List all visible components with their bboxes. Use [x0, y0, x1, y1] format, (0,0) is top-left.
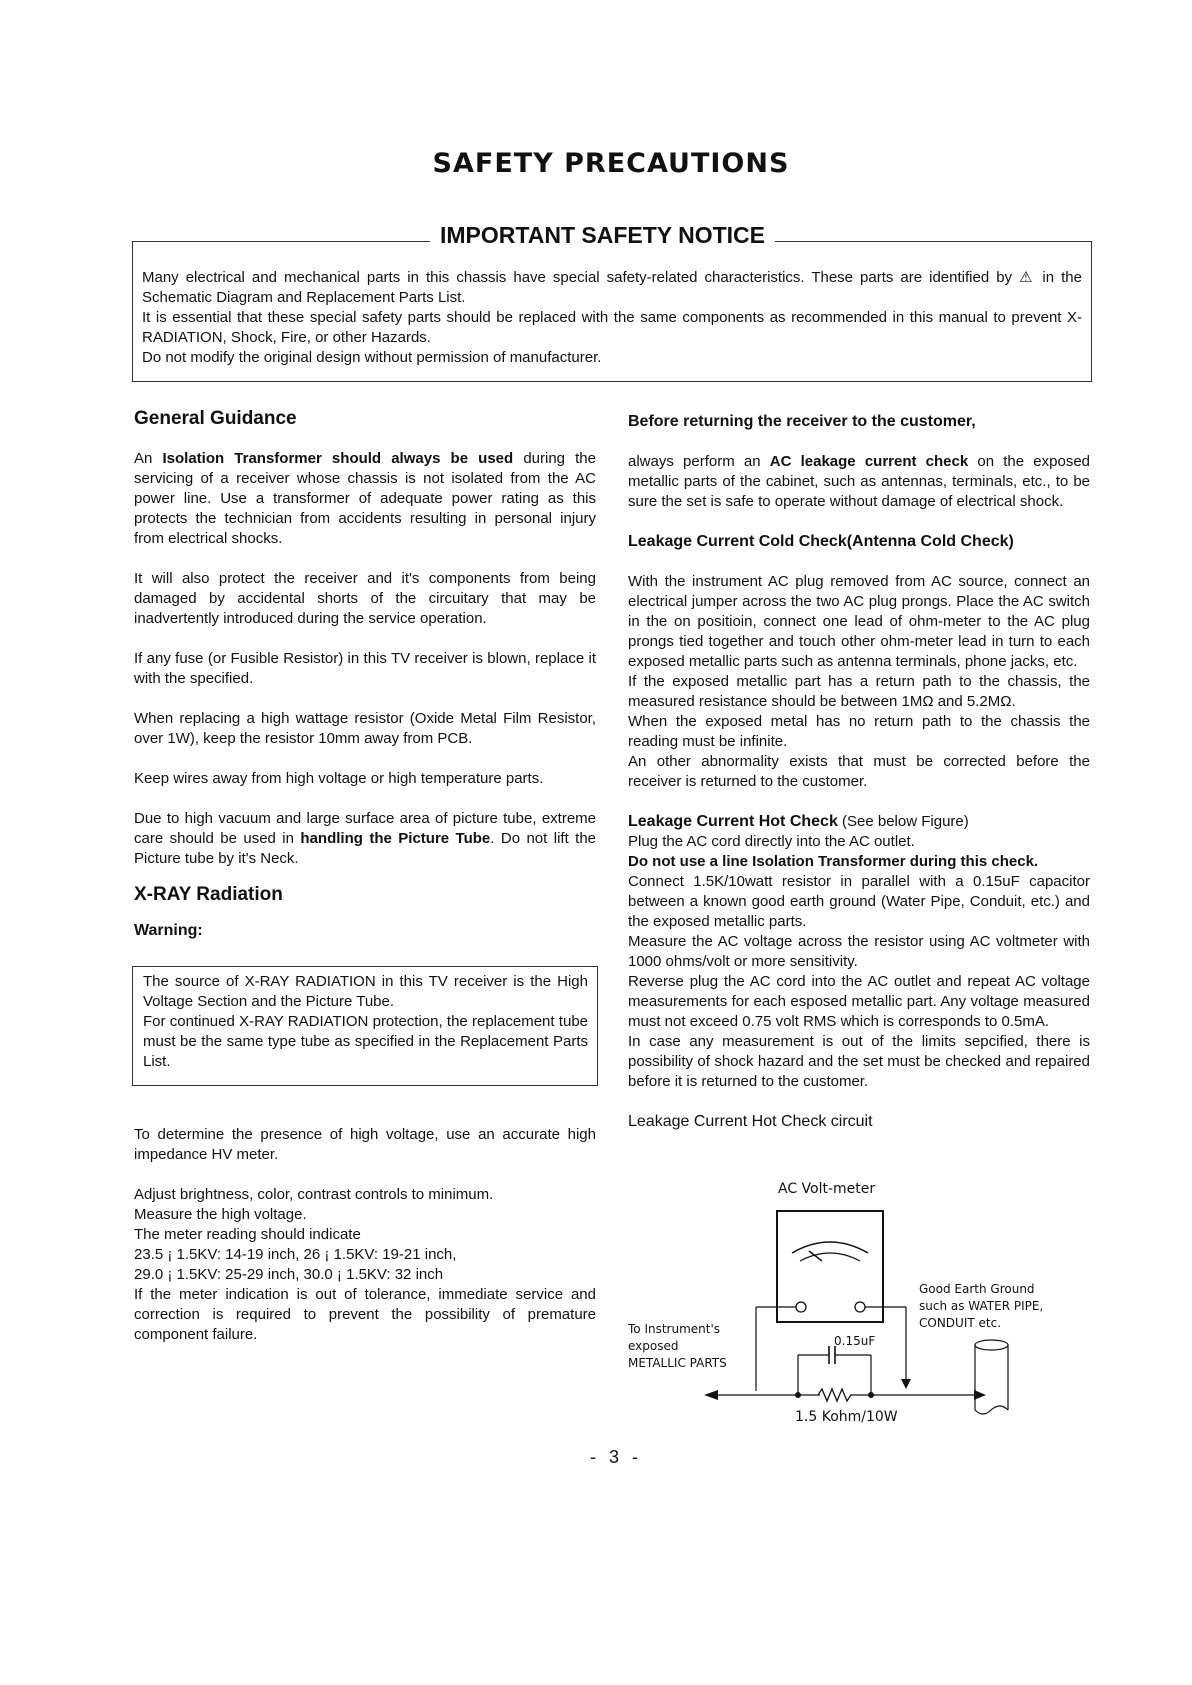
arrow-down-icon	[901, 1379, 911, 1389]
hot-check-heading: Leakage Current Hot Check	[628, 813, 838, 830]
xray-heading: X-RAY Radiation	[134, 884, 283, 905]
cold-check-4: An other abnormality exists that must be corrected before the receiver is returned to the customer.	[628, 753, 1090, 790]
cold-check-heading: Leakage Current Cold Check(Antenna Cold Check)	[628, 533, 1014, 550]
hot-check-note: (See below Figure)	[842, 813, 969, 830]
hot-check-5: Reverse plug the AC cord into the AC outlet and repeat AC voltage measurements for each esposed metallic part. Any voltage measured must not exceed 0.75 volt RMS which is corresponds to 0.5mA.	[628, 973, 1090, 1030]
left-column-top	[134, 409, 596, 889]
notice-line-1a: Many electrical and mechanical parts in this chassis have special safety-related characteristics. These parts are identified by	[142, 269, 1013, 286]
xray-warning-text	[143, 972, 588, 1072]
circuit-title: Leakage Current Hot Check circuit	[628, 1113, 873, 1130]
resistor-label: 1.5 Kohm/10W	[795, 1409, 898, 1425]
capacitor-label: 0.15uF	[834, 1334, 876, 1348]
notice-line-3: Do not modify the original design without permission of manufacturer.	[142, 349, 602, 366]
cold-check-2: If the exposed metallic part has a return path to the chassis, the measured resistance should be between 1MΩ and 5.2MΩ.	[628, 673, 1090, 710]
wires-paragraph: Keep wires away from high voltage or high temperature parts.	[134, 770, 544, 787]
ground-label-2: such as WATER PIPE,	[919, 1299, 1044, 1313]
cold-check-1: With the instrument AC plug removed from AC source, connect an electrical jumper across the two AC plug prongs. Place the AC switch in the on positioin, connect one lead of ohm-meter to the AC plug prongs tied together and touch other ohm-meter lead in turn to each exposed metallic parts such as antenna terminals, phone jacks, etc.	[628, 573, 1090, 670]
warning-label: Warning:	[134, 922, 203, 939]
hv-tolerance-paragraph: If the meter indication is out of tolerance, immediate service and correction is required to prevent the possibility of premature component failure.	[134, 1286, 596, 1343]
before-returning-heading: Before returning the receiver to the customer,	[628, 413, 976, 430]
meter-scale-inner-arc	[800, 1253, 860, 1261]
hot-check-6: In case any measurement is out of the limits sepcified, there is possibility of shock hazard and the set must be checked and repaired before it is returned to the customer.	[628, 1033, 1090, 1090]
ground-label-3: CONDUIT etc.	[919, 1316, 1002, 1330]
page-number: - 3 -	[590, 1447, 643, 1467]
fuse-paragraph: If any fuse (or Fusible Resistor) in this TV receiver is blown, replace it with the specified.	[134, 650, 596, 687]
meter-label: AC Volt-meter	[778, 1181, 876, 1197]
xray-section	[134, 885, 596, 961]
xray-box-line-1: The source of X-RAY RADIATION in this TV receiver is the High Voltage Section and the Picture Tube.	[143, 973, 588, 1010]
notice-line-2: It is essential that these special safety parts should be replaced with the same components as recommended in this manual to prevent X-RADIATION, Shock, Fire, or other Hazards.	[142, 309, 1082, 346]
isolation-paragraph: An Isolation Transformer should always be used during the servicing of a receiver whose chassis is not isolated from the AC power line. Use a transformer of adequate power rating as this protects the technician from accidents resulting in personal injury from electrical shocks.	[134, 450, 596, 547]
hv-meter-paragraph: To determine the presence of high voltage, use an accurate high impedance HV meter.	[134, 1126, 596, 1163]
instrument-label-3: METALLIC PARTS	[628, 1356, 727, 1370]
meter-terminal-right	[855, 1302, 865, 1312]
instrument-label-2: exposed	[628, 1339, 679, 1353]
resistor-paragraph: When replacing a high wattage resistor (Oxide Metal Film Resistor, over 1W), keep the resistor 10mm away from PCB.	[134, 710, 596, 747]
hv-step-2: Measure the high voltage.	[134, 1206, 307, 1223]
picture-tube-paragraph: Due to high vacuum and large surface area of picture tube, extreme care should be used in handling the Picture Tube. Do not lift the Picture tube by it's Neck.	[134, 810, 597, 867]
page-title: SAFETY PRECAUTIONS	[432, 148, 790, 179]
voltmeter-box	[777, 1211, 883, 1322]
hv-step-3: The meter reading should indicate	[134, 1226, 361, 1243]
safety-notice-text	[142, 268, 1082, 368]
arrow-left-icon	[704, 1390, 718, 1400]
right-column	[628, 412, 1090, 1152]
meter-scale-arc	[792, 1242, 868, 1253]
meter-terminal-left	[796, 1302, 806, 1312]
notice-line-1b: in the Schematic Diagram and Replacement Parts List.	[142, 269, 1082, 306]
hot-check-1: Plug the AC cord directly into the AC outlet.	[628, 833, 915, 850]
cold-check-3: When the exposed metal has no return path to the chassis the reading must be infinite.	[628, 713, 1090, 750]
general-guidance-heading: General Guidance	[134, 408, 297, 429]
protection-paragraph: It will also protect the receiver and it's components from being damaged by accidental shorts of the circuitary that may be inadvertently introduced during the service operation.	[134, 570, 596, 627]
hot-check-2: Do not use a line Isolation Transformer during this check.	[628, 853, 1039, 870]
xray-box-line-2: For continued X-RAY RADIATION protection, the replacement tube must be the same type tube as specified in the Replacement Parts List.	[143, 1013, 588, 1070]
hv-step-1: Adjust brightness, color, contrast controls to minimum.	[134, 1186, 494, 1203]
hv-values-2: 29.0 ¡ 1.5KV: 25-29 inch, 30.0 ¡ 1.5KV: 32 inch	[134, 1266, 444, 1283]
instrument-label-1: To Instrument's	[628, 1322, 721, 1336]
warning-triangle-icon: ⚠	[1019, 269, 1036, 286]
safety-notice-heading: IMPORTANT SAFETY NOTICE	[430, 222, 775, 249]
hot-check-3: Connect 1.5K/10watt resistor in parallel with a 0.15uF capacitor between a known good earth ground (Water Pipe, Conduit, etc.) and the exposed metallic parts.	[628, 873, 1090, 930]
hv-values-1: 23.5 ¡ 1.5KV: 14-19 inch, 26 ¡ 1.5KV: 19-21 inch,	[134, 1246, 457, 1263]
hot-check-4: Measure the AC voltage across the resistor using AC voltmeter with 1000 ohms/volt or more sensitivity.	[628, 933, 1090, 970]
hot-check-heading-line	[628, 812, 1090, 832]
hot-check-circuit-diagram	[620, 1175, 1090, 1435]
left-column-bottom	[134, 1125, 596, 1345]
arrow-right-icon	[974, 1390, 986, 1400]
water-pipe-icon	[975, 1340, 1008, 1414]
ac-leakage-paragraph: always perform an AC leakage current check on the exposed metallic parts of the cabinet, such as antennas, terminals, etc., to be sure the set is safe to operate without damage of electrical shock.	[628, 453, 1091, 510]
ground-label-1: Good Earth Ground	[919, 1282, 1035, 1296]
